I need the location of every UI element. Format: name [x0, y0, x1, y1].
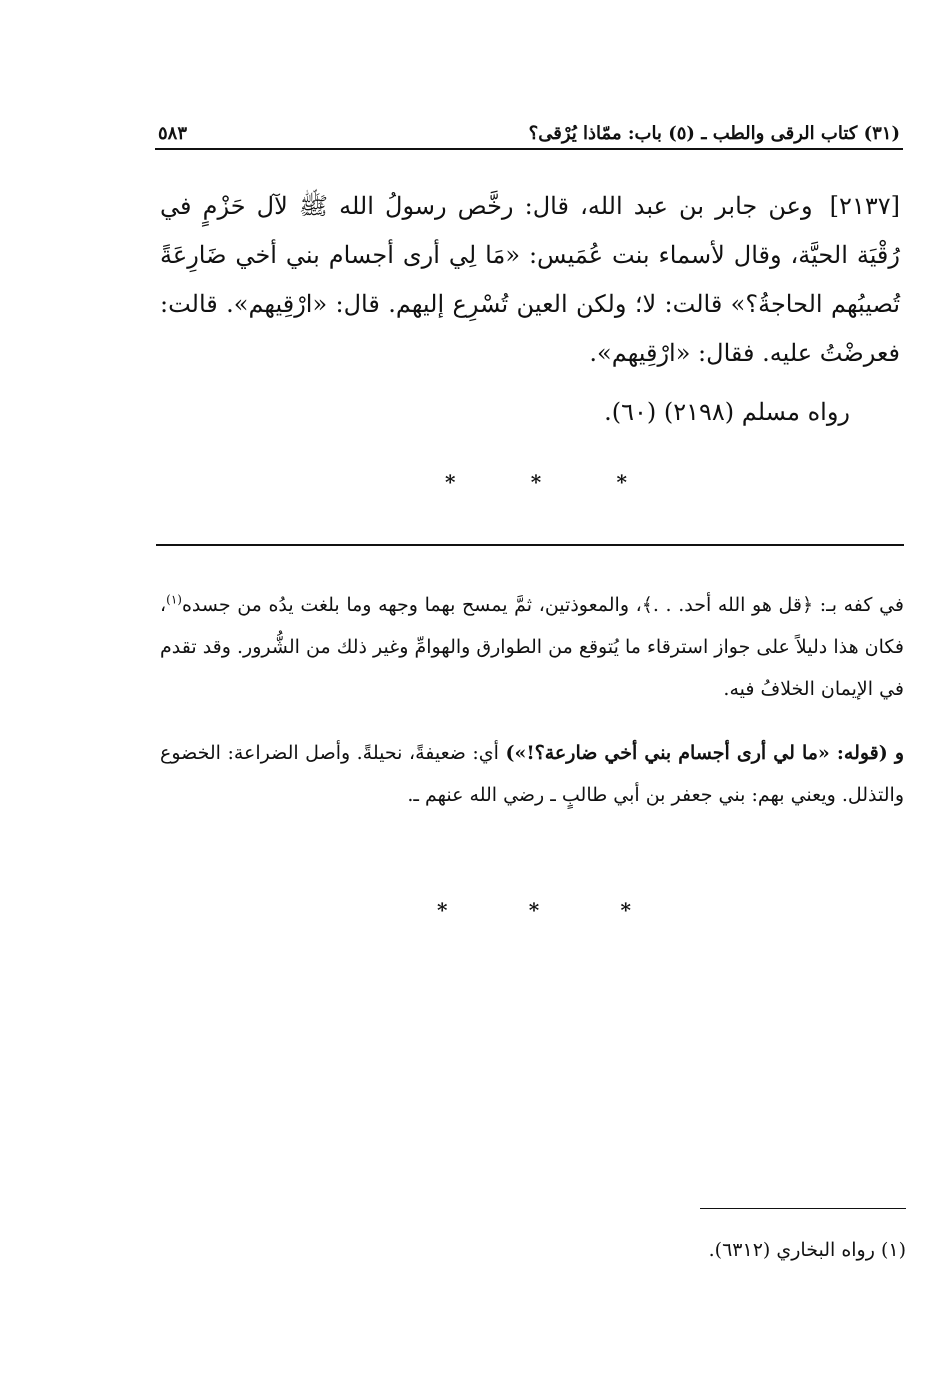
star-ornament: * — [437, 898, 448, 922]
page-number: ٥٨٣ — [158, 123, 188, 144]
commentary-paragraph — [160, 732, 904, 816]
section-divider — [156, 544, 904, 546]
chapter-title: (٣١) كتاب الرقى والطب ـ (٥) باب: ممّاذا يُرْقى؟ — [528, 123, 900, 144]
footnote-divider — [700, 1208, 906, 1209]
star-separator — [445, 470, 627, 494]
star-ornament: * — [528, 898, 540, 922]
star-separator — [437, 898, 631, 922]
commentary-lead: و (قوله: «ما لي أرى أجسام بني أخي ضارعة؟!») — [505, 742, 904, 764]
hadith-paragraph — [160, 182, 900, 378]
header-divider — [155, 148, 903, 150]
running-header — [158, 112, 900, 144]
commentary-paragraph — [160, 584, 904, 710]
commentary-text: في كفه بـ: ﴿قل هو الله أحد. . .﴾، والمعوذتين، ثمَّ يمسح بهما وجهه وما بلغت يدُه من جسده — [181, 594, 904, 616]
hadith-text: وعن جابر بن عبد الله، قال: رخَّص رسولُ الله ﷺ لآل حَزْمٍ في رُقْيَة الحيَّة، وقال لأسماء بنت عُمَيس: «مَا لِي أرى أجسام بني أخي ضَارِعَةً تُصيبُهم الحاجةُ؟» قالت: لا؛ ولكن العين تُسْرِع إليهم. قال: «ارْقِيهم». قالت: فعرضْتُ عليه. فقال: «ارْقِيهم». — [160, 192, 901, 367]
star-ornament: * — [530, 470, 542, 494]
star-ornament: * — [620, 898, 631, 922]
commentary-text: أي: ضعيفةً، نحيلةً. وأصل الضراعة: الخضوع والتذلل. ويعني بهم: بني جعفر بن أبي طالبٍ ـ رضي الله عنهم ـ. — [160, 742, 904, 806]
star-ornament: * — [445, 470, 456, 494]
footnote: (١) رواه البخاري (٦٣١٢). — [708, 1239, 906, 1261]
hadith-block — [160, 182, 900, 378]
commentary-block — [160, 584, 904, 838]
commentary-text: ، فكان هذا دليلاً على جواز استرقاء ما يُتوقع من الطوارق والهوامِّ وغير ذلك من الشُّرور. وقد تقدم في الإيمان الخلافُ فيه. — [160, 594, 904, 700]
star-ornament: * — [616, 470, 627, 494]
footnote-reference[interactable]: (١) — [166, 592, 182, 607]
hadith-source: رواه مسلم (٢١٩٨) (٦٠). — [604, 398, 850, 426]
hadith-number: [٢١٣٧] — [829, 192, 900, 220]
